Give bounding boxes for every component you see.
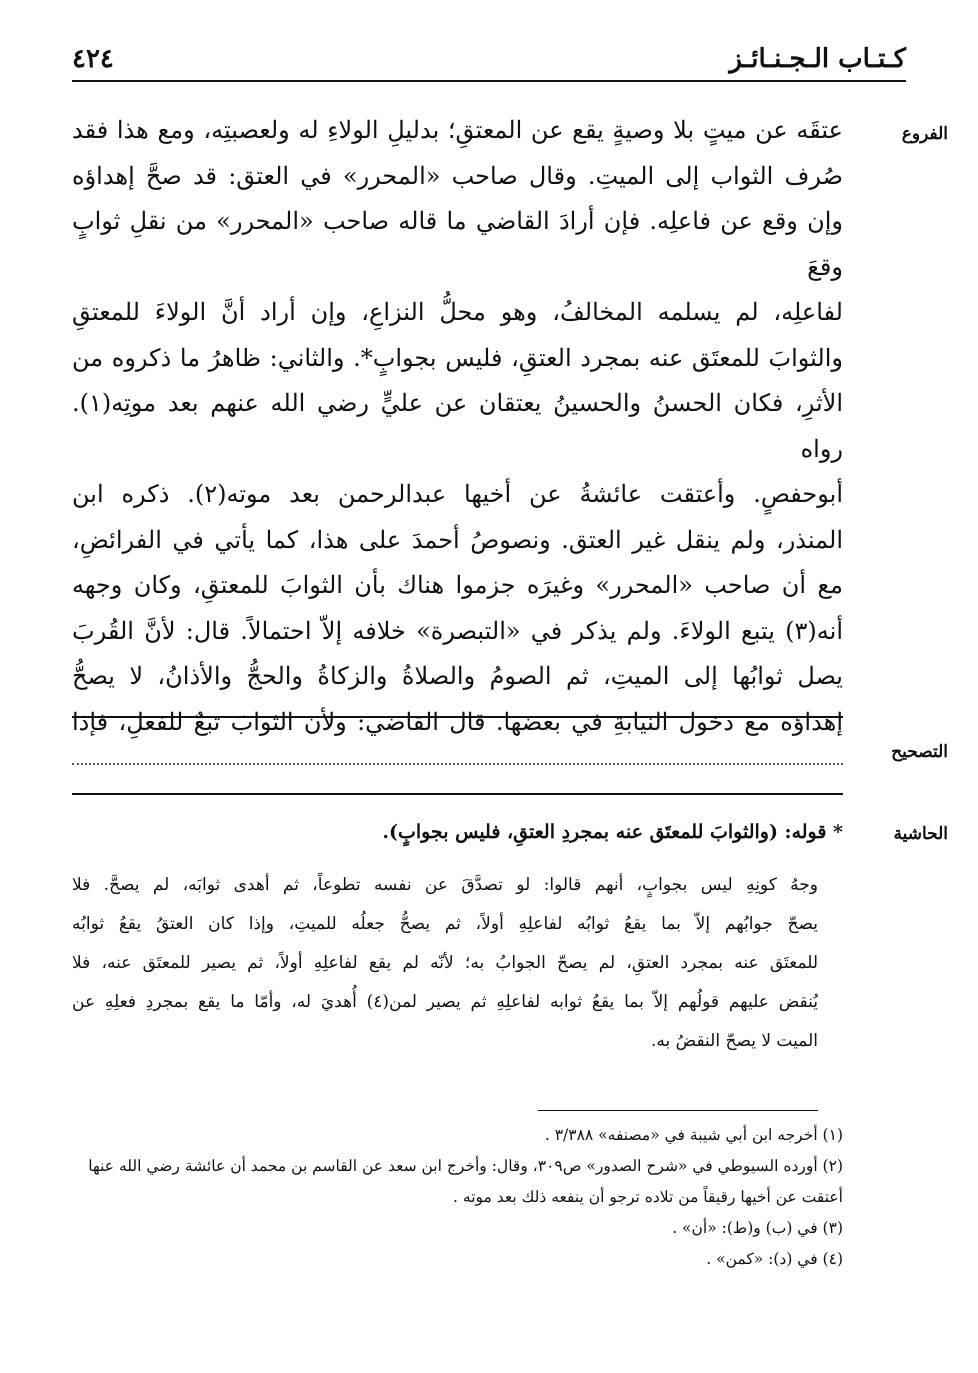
main-text-bottom-rule bbox=[72, 716, 843, 718]
footnote-2: (٢) أورده السيوطي في «شرح الصدور» ص٣٠٩، وقال: وأخرج ابن سعد عن القاسم بن محمد أن عائشة رضي الله عنها bbox=[88, 1157, 843, 1175]
annotation-body bbox=[72, 866, 818, 1061]
side-label-correction: التصحيح bbox=[891, 742, 948, 762]
annotation-line: يُنقض عليهم قولُهم إلاّ بما يقعُ ثوابه لفاعلِهِ ثم يصير لمن(٤) أُهديَ له، وأمّا ما يقع بمجردِ فعلِهِ عن bbox=[72, 992, 818, 1012]
main-text-line: المنذر، ولم ينقل غير العتق. ونصوصُ أحمدَ على هذا، كما يأتي في الفرائضِ، bbox=[72, 525, 843, 554]
main-text-line: عتقَه عن ميتٍ بلا وصيةٍ يقع عن المعتقِ؛ بدليلِ الولاءِ له ولعصبتِه، ومع هذا فقد bbox=[72, 116, 843, 144]
main-text-line: الأثرِ، فكان الحسنُ والحسينُ يعتقان عن عليٍّ رضي الله عنهم بعد موتِه(١). رواه bbox=[72, 389, 843, 463]
main-text-line: والثوابَ للمعتَق عنه بمجرد العتقِ، فليس بجوابٍ*. والثاني: ظاهرُ ما ذكروه من bbox=[72, 343, 843, 372]
page-number: ٤٢٤ bbox=[72, 44, 114, 74]
footnote-4: (٤) في (د): «كمن» . bbox=[706, 1250, 843, 1268]
footnote-3: (٣) في (ب) و(ط): «أن» . bbox=[672, 1219, 843, 1237]
footnotes bbox=[72, 1120, 843, 1275]
side-label-branches: الفروع bbox=[901, 124, 948, 144]
main-text bbox=[72, 108, 843, 745]
annotation-line: للمعتَق عنه بمجرد العتقِ، لم يصحّ الجوابُ به؛ لأنّه لم يقع لفاعلِهِ أولاً، ثم يصير للمعتَق عنه، فلا bbox=[72, 953, 818, 973]
footnote-separator bbox=[538, 1110, 818, 1111]
annotation-line: يصحّ جوابُهم إلاّ بما يقعُ ثوابُه لفاعلِهِ أولاً، ثم يصحُّ جعلُه للميتِ، وإذا كان العتقُ يقعُ ثوابُه bbox=[72, 914, 818, 934]
footnote-2-continuation: أعتقت عن أخيها رقيقاً من تلاده ترجو أن ينفعه ذلك بعد موته . bbox=[453, 1188, 843, 1206]
page-header bbox=[72, 32, 906, 82]
annotation-heading: * قوله: (والثوابَ للمعتَق عنه بمجردِ العتقِ، فليس بجوابٍ). bbox=[382, 821, 843, 843]
annotation-line: وجهُ كونِهِ ليس بجوابٍ، أنهم قالوا: لو تصدَّقَ عن نفسه تطوعاً، ثم أهدى ثوابَه، لم يصحَّ. فلا bbox=[72, 875, 818, 895]
main-text-line: إهداؤه مع دخول النيابةِ في بعضها. قال القاضي: ولأن الثوابَ تبعٌ للفعلِ، فإذا bbox=[72, 707, 843, 736]
footnote-1: (١) أخرجه ابن أبي شيبة في «مصنفه» ٣/٣٨٨ . bbox=[544, 1126, 843, 1144]
annotation-line: الميت لا يصحّ النقضُ به. bbox=[650, 1031, 818, 1051]
side-label-annotation: الحاشية bbox=[893, 824, 948, 844]
main-text-line: أنه(٣) يتبع الولاءَ. ولم يذكر في «التبصرة» خلافه إلاّ احتمالاً. قال: لأنَّ القُربَ bbox=[72, 616, 843, 645]
correction-dotted-line bbox=[72, 753, 843, 765]
main-text-line: أبوحفصٍ. وأعتقت عائشةُ عن أخيها عبدالرحمن بعد موته(٢). ذكره ابن bbox=[72, 480, 843, 508]
main-text-line: صُرف الثواب إلى الميتِ. وقال صاحب «المحرر» في العتق: قد صحَّ إهداؤه bbox=[72, 161, 843, 190]
annotation-top-rule bbox=[72, 793, 843, 795]
main-text-line: مع أن صاحب «المحرر» وغيرَه جزموا هناك بأن الثوابَ للمعتقِ، وكان وجهه bbox=[72, 571, 843, 599]
main-text-line: لفاعلِه، لم يسلمه المخالفُ، وهو محلُّ النزاعِ، وإن أراد أنَّ الولاءَ للمعتقِ bbox=[72, 298, 843, 326]
running-title: كـتـاب الـجـنـائـز bbox=[729, 44, 906, 74]
main-text-line: وإن وقع عن فاعلِه. فإن أرادَ القاضي ما قاله صاحب «المحرر» من نقلِ ثوابٍ وقعَ bbox=[72, 207, 843, 281]
main-text-line: يصل ثوابُها إلى الميتِ، ثم الصومُ والصلاةُ والزكاةُ والحجُّ والأذانُ، لا يصحُّ bbox=[72, 662, 843, 690]
